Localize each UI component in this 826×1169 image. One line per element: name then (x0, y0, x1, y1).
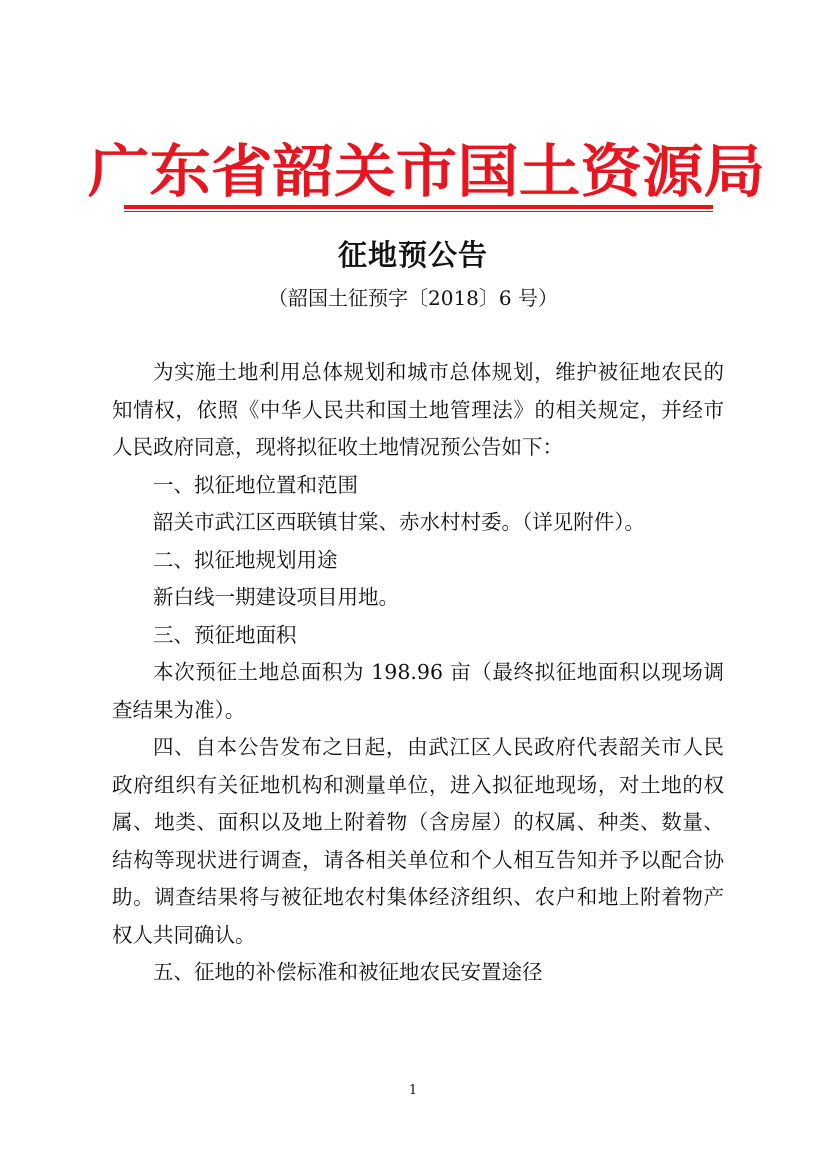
letterhead-rule-thin (124, 211, 713, 212)
section-text-location: 韶关市武江区西联镇甘棠、赤水村村委。（详见附件）。 (153, 510, 645, 534)
agency-letterhead: 广东省韶关市国土资源局 (87, 138, 766, 205)
page-number: 1 (408, 1083, 418, 1098)
document-title: 征地预公告 (337, 238, 488, 272)
section-paragraph-survey: 四、自本公告发布之日起，由武江区人民政府代表韶关市人民政府组织有关征地机构和测量单位，进入拟征地现场，对土地的权属、地类、面积以及地上附着物（含房屋）的权属、种类、数量、结构等现状进行调查，请各相关单位和个人相互告知并予以配合协助。调查结果将与被征地农村集体经济组织、农户和地上附着物产权人共同确认。 (112, 735, 724, 947)
section-heading-compensation: 五、征地的补偿标准和被征地农民安置途径 (153, 960, 543, 984)
section-heading-usage: 二、拟征地规划用途 (153, 547, 338, 572)
section-text-area: 本次预征土地总面积为 198.96 亩（最终拟征地面积以现场调查结果为准）。 (112, 660, 724, 722)
section-heading-location: 一、拟征地位置和范围 (153, 472, 358, 497)
intro-paragraph: 为实施土地利用总体规划和城市总体规划，维护被征地农民的知情权，依照《中华人民共和国土地管理法》的相关规定，并经市人民政府同意，现将拟征收土地情况预公告如下： (112, 360, 724, 459)
section-text-usage: 新白线一期建设项目用地。 (153, 585, 399, 609)
document-number: （韶国土征预字〔2018〕6 号） (268, 286, 558, 310)
document-body (112, 354, 724, 992)
letterhead-rule-thick (124, 205, 713, 209)
section-heading-area: 三、预征地面积 (153, 622, 297, 647)
